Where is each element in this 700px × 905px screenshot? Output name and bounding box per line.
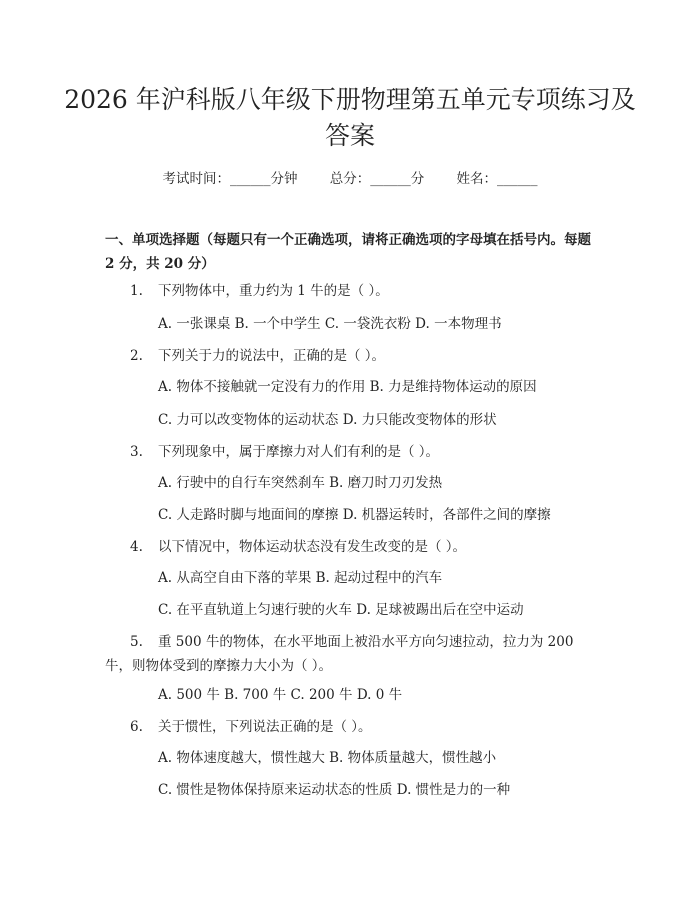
question-number: 1.: [130, 283, 143, 299]
question-5-options: A. 500 牛 B. 700 牛 C. 200 牛 D. 0 牛: [158, 687, 403, 703]
question-number: 5.: [130, 634, 143, 650]
question-number: 3.: [130, 444, 143, 460]
question-4-options-ab: A. 从高空自由下落的苹果 B. 起动过程中的汽车: [158, 570, 443, 586]
question-stem: 关于惯性，下列说法正确的是（ ）。: [158, 719, 372, 735]
question-4-options-cd: C. 在平直轨道上匀速行驶的火车 D. 足球被踢出后在空中运动: [158, 602, 524, 618]
name-field: 姓名：______: [456, 171, 538, 187]
exam-info: [0, 169, 700, 189]
question-3-options-cd: C. 人走路时脚与地面间的摩擦 D. 机器运转时，各部件之间的摩擦: [158, 507, 551, 523]
question-stem: 下列物体中，重力约为 1 牛的是（ ）。: [158, 283, 389, 299]
question-6-options-cd: C. 惯性是物体保持原来运动状态的性质 D. 惯性是力的一种: [158, 782, 511, 798]
total-score: 总分：______分: [329, 171, 425, 187]
question-6: [130, 717, 372, 737]
question-number: 2.: [130, 348, 143, 364]
question-number: 6.: [130, 719, 143, 735]
question-stem: 以下情况中，物体运动状态没有发生改变的是（ ）。: [158, 539, 467, 555]
section-heading: 一、单项选择题（每题只有一个正确选项，请将正确选项的字母填在括号内。每题 2 分，共 20 分）: [105, 232, 591, 272]
question-stem: 下列关于力的说法中，正确的是（ ）。: [158, 348, 386, 364]
question-1-options: A. 一张课桌 B. 一个中学生 C. 一袋洗衣粉 D. 一本物理书: [158, 316, 502, 332]
document-title: 2026 年沪科版八年级下册物理第五单元专项练习及答案: [64, 85, 636, 150]
question-2: [130, 346, 385, 366]
question-number: 4.: [130, 539, 143, 555]
question-2-options-ab: A. 物体不接触就一定没有力的作用 B. 力是维持物体运动的原因: [158, 379, 537, 395]
question-3: [130, 442, 439, 462]
question-1: [130, 281, 389, 301]
question-stem: 重 500 牛的物体，在水平地面上被沿水平方向匀速拉动，拉力为 200 牛，则物体受到的摩擦力大小为（ ）。: [105, 634, 574, 674]
question-5: [105, 630, 600, 678]
question-3-options-ab: A. 行驶中的自行车突然刹车 B. 磨刀时刀刃发热: [158, 475, 443, 491]
question-4: [130, 537, 466, 557]
question-stem: 下列现象中，属于摩擦力对人们有利的是（ ）。: [158, 444, 440, 460]
exam-time: 考试时间：______分钟: [162, 171, 298, 187]
question-6-options-ab: A. 物体速度越大，惯性越大 B. 物体质量越大，惯性越小: [158, 750, 497, 766]
question-2-options-cd: C. 力可以改变物体的运动状态 D. 力只能改变物体的形状: [158, 412, 497, 428]
